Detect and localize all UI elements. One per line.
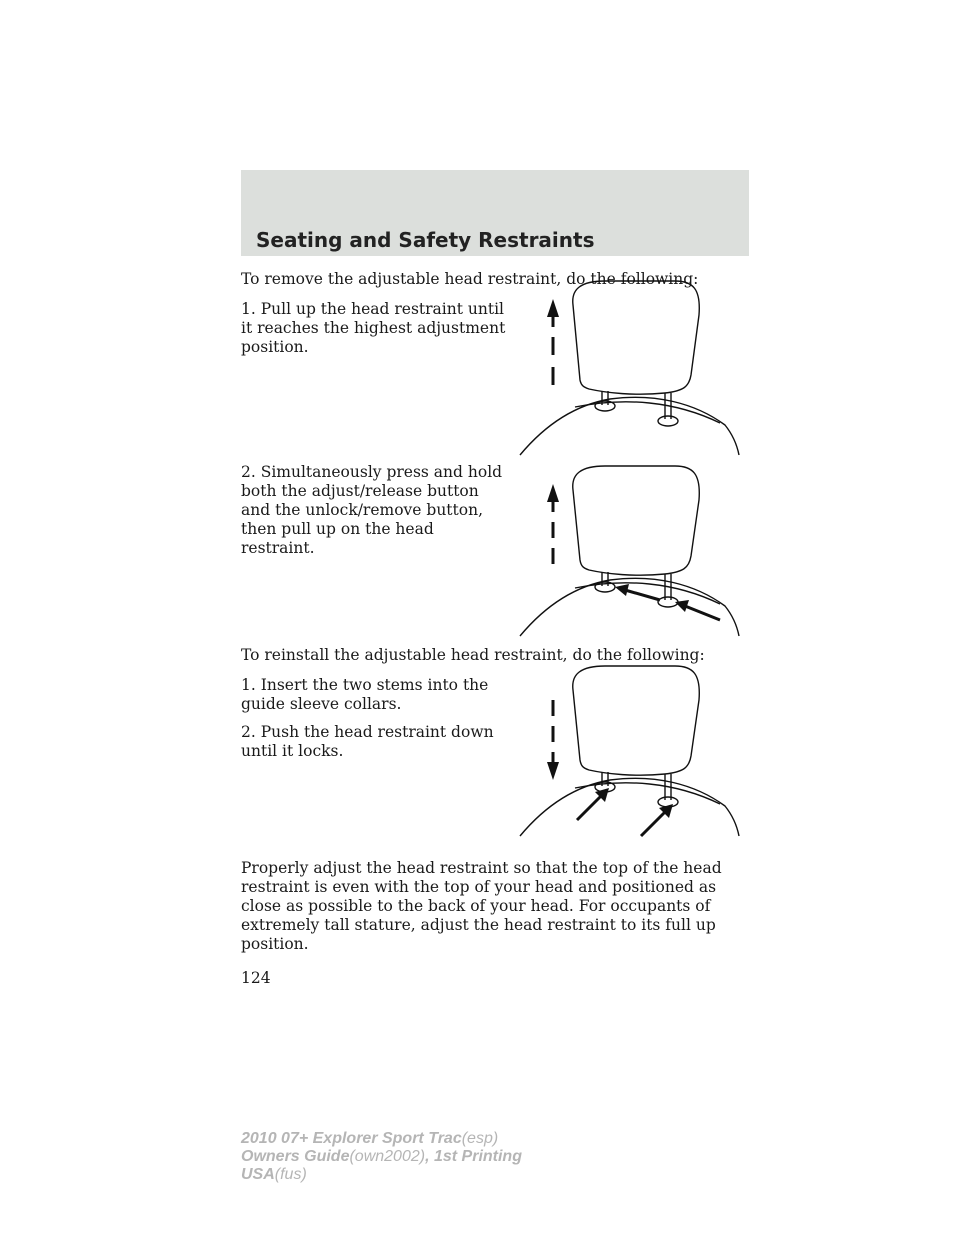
footer-market: USA: [241, 1166, 275, 1183]
footer-guide-code: (own2002): [349, 1148, 426, 1165]
reinstall-step-1: 1. Insert the two stems into the guide sleeve collars.: [241, 676, 489, 713]
footer-line-2: [241, 1148, 522, 1166]
footer-model-code: (esp): [461, 1130, 499, 1147]
footer-printing: , 1st Printing: [425, 1148, 522, 1165]
footer-market-code: (fus): [274, 1166, 307, 1183]
footer-line-1: [241, 1130, 522, 1148]
remove-step-2: 2. Simultaneously press and hold both the adjust/release button and the unlock/remove button, then pull up on the head restraint.: [241, 463, 503, 557]
remove-step-1: 1. Pull up the head restraint until it reaches the highest adjustment position.: [241, 300, 506, 356]
footer-guide: Owners Guide: [241, 1148, 350, 1165]
head-restraint-press-buttons-icon: [515, 460, 740, 640]
section-title: Seating and Safety Restraints: [256, 228, 595, 252]
footer-line-3: [241, 1166, 522, 1184]
page-number: 124: [241, 969, 271, 987]
head-restraint-pull-up-icon: [515, 275, 740, 460]
remove-intro: To remove the adjustable head restraint, do the following:: [241, 270, 699, 288]
footer-model: 2010 07+ Explorer Sport Trac: [241, 1130, 462, 1147]
closing-paragraph: Properly adjust the head restraint so that the top of the head restraint is even with the top of your head and positioned as close as possible to the back of your head. For occupants of extremely tall stature, adjust the head restraint to its full up position.: [241, 859, 722, 953]
footer-imprint: [241, 1130, 522, 1184]
reinstall-intro: To reinstall the adjustable head restraint, do the following:: [241, 646, 705, 664]
head-restraint-push-down-icon: [515, 660, 740, 840]
reinstall-step-2: 2. Push the head restraint down until it locks.: [241, 723, 494, 760]
section-header: [241, 170, 749, 256]
